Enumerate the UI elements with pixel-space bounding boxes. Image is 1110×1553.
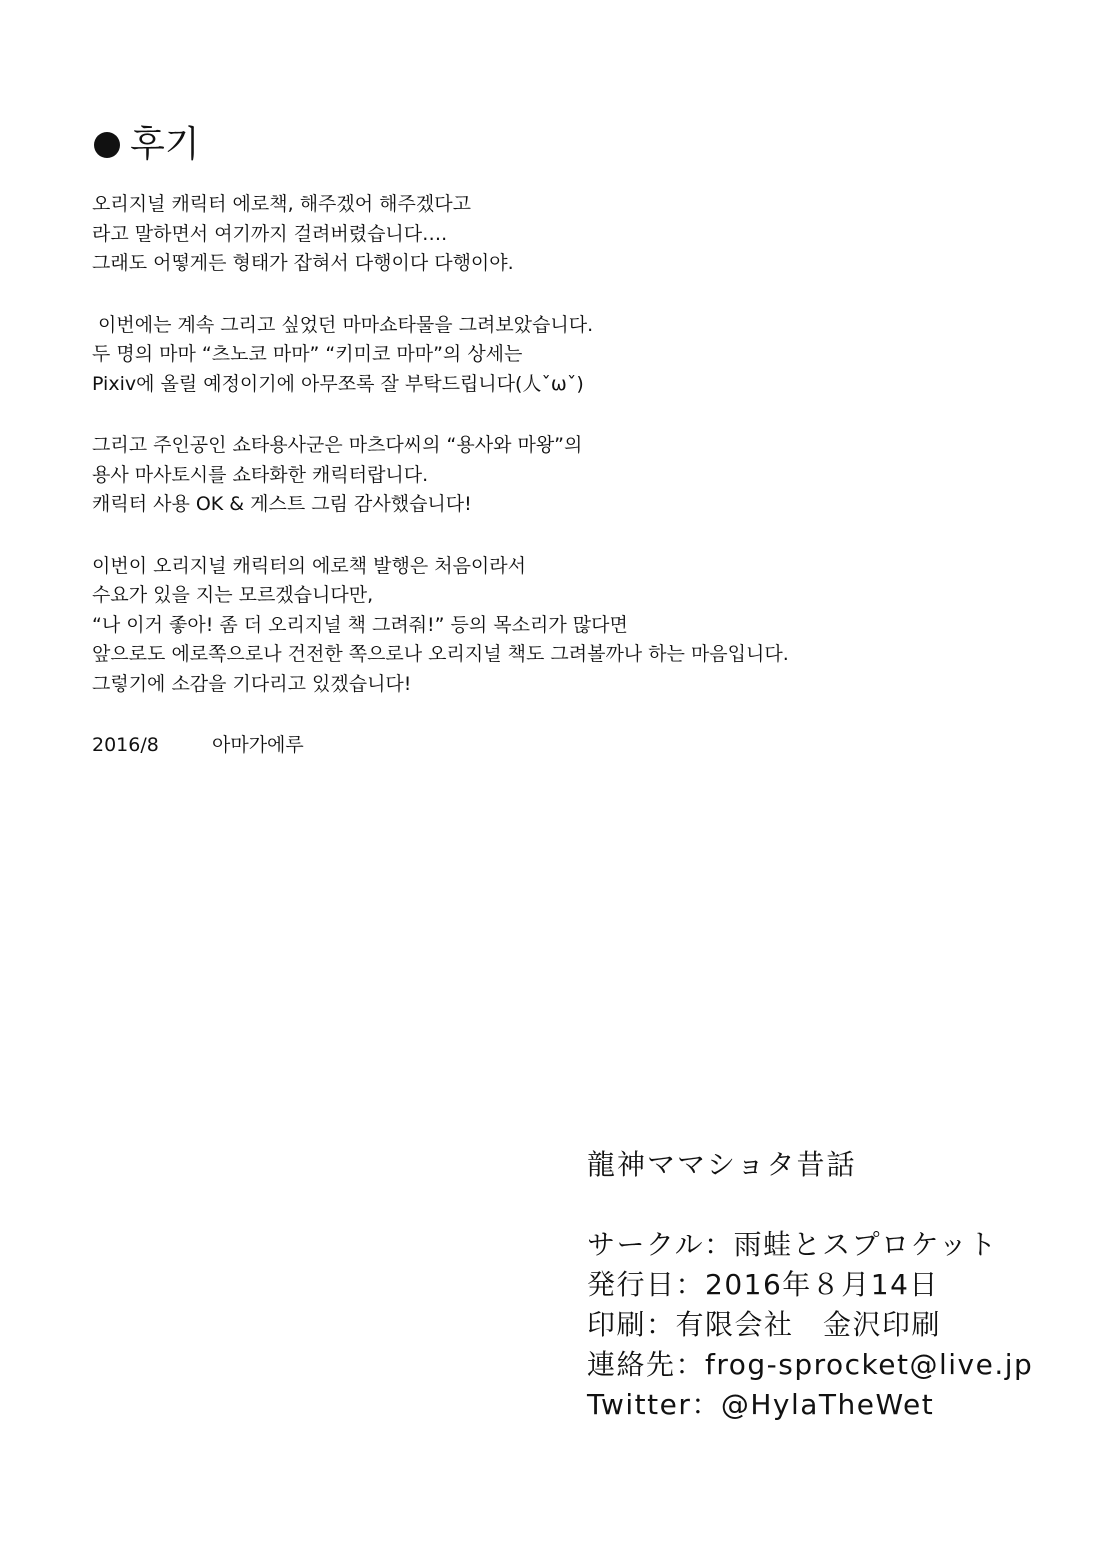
publish-date: 発行日：2016年８月14日 <box>587 1268 939 1301</box>
circle-name: サークル：雨蛙とスプロケット <box>587 1228 998 1261</box>
text-line: 앞으로도 에로쪽으로나 건전한 쪽으로나 오리지널 책도 그려볼까나 하는 마음입니다. <box>92 643 789 665</box>
printer-name: 印刷：有限会社 金沢印刷 <box>587 1308 942 1341</box>
paragraph-4 <box>92 552 912 700</box>
bullet-icon <box>94 132 120 158</box>
signature-date: 2016/8 <box>92 734 159 756</box>
text-line: 그리고 주인공인 쇼타용사군은 마츠다씨의 “용사와 마왕”의 <box>92 434 583 456</box>
text-line: 이번이 오리지널 캐릭터의 에로책 발행은 처음이라서 <box>92 554 526 577</box>
text-line: 캐릭터 사용 OK & 게스트 그림 감사했습니다! <box>92 493 472 515</box>
signature-author: 아마가에루 <box>212 734 304 756</box>
text-line: 그렇기에 소감을 기다리고 있겠습니다! <box>92 672 412 695</box>
text-line: 그래도 어떻게든 형태가 잡혀서 다행이다 다행이야. <box>92 252 514 274</box>
text-line: Pixiv에 올릴 예정이기에 아무쪼록 잘 부탁드립니다(人ˇωˇ) <box>92 372 584 395</box>
paragraph-1 <box>92 190 912 279</box>
colophon <box>587 1143 1087 1425</box>
text-line: 두 명의 마마 “츠노코 마마” “키미코 마마”의 상세는 <box>92 343 523 365</box>
book-title: 龍神ママショタ昔話 <box>587 1148 857 1181</box>
signature <box>92 731 912 761</box>
text-line: 라고 말하면서 여기까지 걸려버렸습니다…. <box>92 222 448 245</box>
text-line: 오리지널 캐릭터 에로책, 해주겠어 해주겠다고 <box>92 193 471 215</box>
text-line: 수요가 있을 지는 모르겠습니다만, <box>92 584 374 606</box>
contact-email: 連絡先：frog-sprocket@live.jp <box>587 1348 1034 1381</box>
afterword-heading <box>94 120 200 170</box>
paragraph-3 <box>92 431 912 520</box>
text-line: 이번에는 계속 그리고 싶었던 마마쇼타물을 그려보았습니다. <box>92 313 594 336</box>
paragraph-2 <box>92 311 912 400</box>
twitter-handle: Twitter：@HylaTheWet <box>587 1388 935 1421</box>
afterword-title: 후기 <box>130 124 200 165</box>
text-line: 용사 마사토시를 쇼타화한 캐릭터랍니다. <box>92 463 429 486</box>
afterword-body <box>92 190 912 761</box>
text-line: “나 이거 좋아! 좀 더 오리지널 책 그려줘!” 등의 목소리가 많다면 <box>92 613 628 636</box>
